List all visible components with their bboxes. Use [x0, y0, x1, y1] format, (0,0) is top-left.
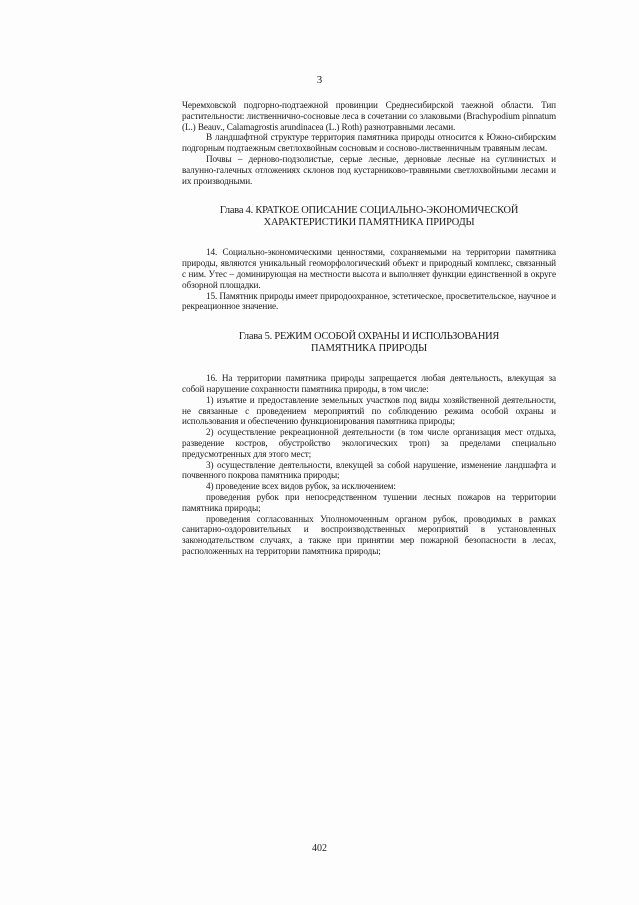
chapter-5-heading [182, 331, 556, 355]
paragraph: В ландшафтной структуре территория памятника природы относится к Южно-сибирским подгорным подтаежным светлохвойным сосновым и сосново-лиственничным травяным лесам. [182, 132, 556, 154]
paragraph: Черемховской подгорно-подтаежной провинции Среднесибирской таежной области. Тип растительности: лиственнично-сосновые леса в сочетании со злаковыми (Brachypodium pinnatum (L.) Beauv., Calamagrostis arundinacea (L.) Roth) разнотравными лесами. [182, 100, 556, 132]
list-item: 3) осуществление деятельности, влекущей за собой нарушение, изменение ландшафта и почвенного покрова памятника природы; [182, 459, 556, 481]
chapter-4-heading [182, 205, 556, 229]
chapter-4-title-line1: Глава 4. КРАТКОЕ ОПИСАНИЕ СОЦИАЛЬНО-ЭКОНОМИЧЕСКОЙ [219, 205, 519, 217]
sub-list-item: проведения рубок при непосредственном тушении лесных пожаров на территории памятника природы; [182, 491, 556, 513]
chapter-5-title-line1: Глава 5. РЕЖИМ ОСОБОЙ ОХРАНЫ И ИСПОЛЬЗОВАНИЯ [238, 331, 500, 343]
paragraph: 16. На территории памятника природы запрещается любая деятельность, влекущая за собой нарушение сохранности памятника природы, в том числе: [182, 373, 556, 394]
page-number-top: 3 [316, 74, 323, 86]
list-item: 4) проведение всех видов рубок, за исключением: [206, 481, 396, 492]
chapter-5-title-line2: ПАМЯТНИКА ПРИРОДЫ [311, 343, 427, 355]
document-body [182, 100, 556, 557]
paragraph: 15. Памятник природы имеет природоохранное, эстетическое, просветительское, научное и рекреационное значение. [182, 290, 556, 312]
list-item: 1) изъятие и предоставление земельных участков под виды хозяйственной деятельности, не связанные с проведением мероприятий по соблюдению режима особой охраны и использования и обеспечению функционирования памятника природы; [182, 394, 556, 427]
chapter-4-title-line2: ХАРАКТЕРИСТИКИ ПАМЯТНИКА ПРИРОДЫ [263, 217, 475, 229]
paragraph: 14. Социально-экономическими ценностями, сохраняемыми на территории памятника природы, являются уникальный геоморфологический объект и природный комплекс, связанный с ним. Утес – доминирующая на местности высота и выполняет функции единственной в округе обзорной площадки. [182, 247, 556, 290]
page-number-bottom: 402 [312, 843, 327, 854]
list-item: 2) осуществление рекреационной деятельности (в том числе организация мест отдыха, разведение костров, обустройство экологических троп) за пределами специально предусмотренных для этого мест; [182, 427, 556, 459]
sub-list-item: проведения согласованных Уполномоченным органом рубок, проводимых в рамках санитарно-оздоровительных и воспроизводственных мероприятий в установленных законодательством случаях, а также при принятии мер пожарной безопасности в лесах, расположенных на территории памятника природы; [182, 513, 556, 556]
paragraph: Почвы – дерново-подзолистые, серые лесные, дерновые лесные на суглинистых и валунно-галечных отложениях склонов под кустарниково-травяными светлохвойными лесами и их производными. [182, 153, 556, 186]
